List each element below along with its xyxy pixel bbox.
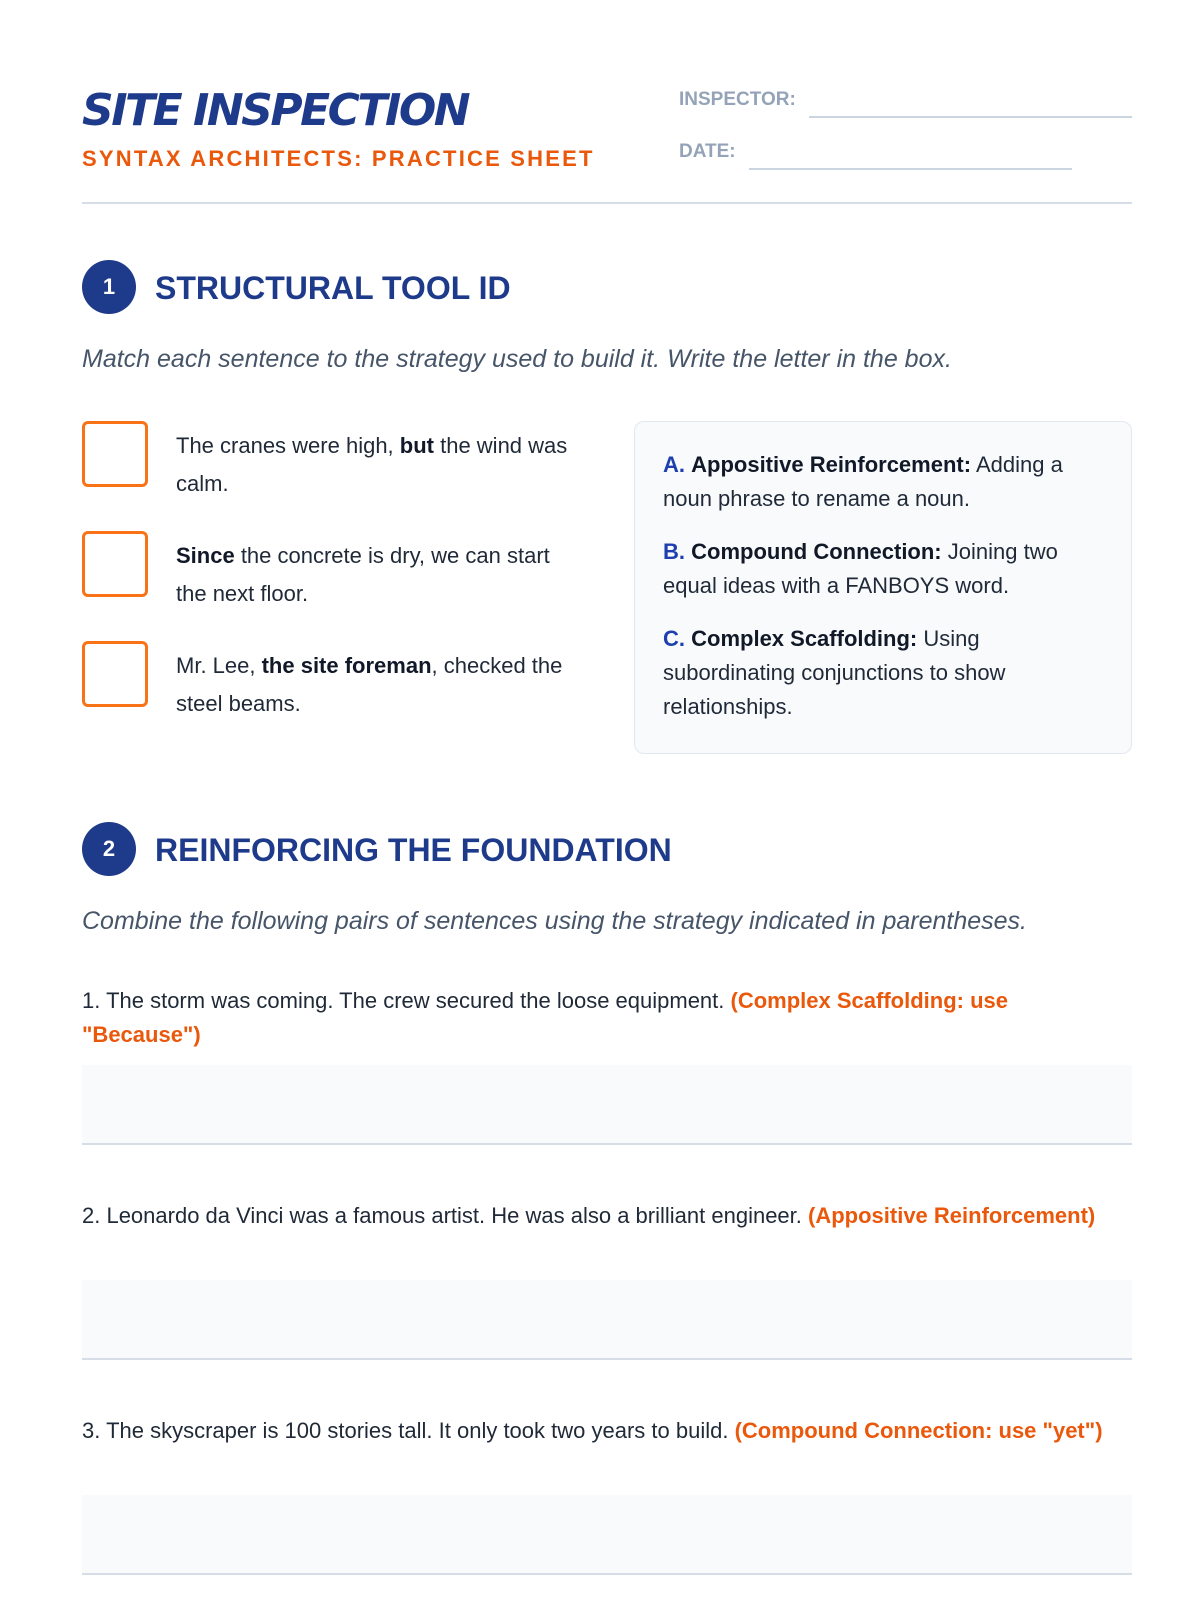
exercise-prompt: 3. The skyscraper is 100 stories tall. It only took two years to build. (Compound Connection: use "yet") <box>82 1418 1103 1443</box>
exercise-prompt: 1. The storm was coming. The crew secured the loose equipment. (Complex Scaffolding: use "Because") <box>82 988 1008 1047</box>
strategy-hint: (Complex Scaffolding: use "Because") <box>82 988 1008 1047</box>
section-2-instructions: Combine the following pairs of sentences using the strategy indicated in parentheses. <box>82 907 1028 935</box>
answer-field[interactable] <box>82 1280 1132 1360</box>
match-item <box>82 531 582 611</box>
answer-box[interactable] <box>82 531 148 597</box>
strategy-key <box>634 421 1132 754</box>
key-item <box>663 622 1107 724</box>
key-term: Complex Scaffolding: <box>691 626 918 651</box>
inspector-field[interactable] <box>809 116 1132 118</box>
key-description: Joining two equal ideas with a FANBOYS word. <box>663 539 1058 598</box>
key-item <box>663 535 1107 603</box>
inspector-label: INSPECTOR: <box>679 89 796 110</box>
exercise-prompt: 2. Leonardo da Vinci was a famous artist. He was also a brilliant engineer. (Appositive Reinforcement) <box>82 1203 1096 1228</box>
key-item <box>663 448 1107 516</box>
page-subtitle: SYNTAX ARCHITECTS: PRACTICE SHEET <box>82 146 595 171</box>
section-number-badge: 1 <box>82 260 136 314</box>
answer-field[interactable] <box>82 1495 1132 1575</box>
key-letter: C. <box>663 626 685 651</box>
key-description: Using subordinating conjunctions to show relationships. <box>663 626 1006 719</box>
match-sentence: The cranes were high, but the wind was calm. <box>176 433 568 496</box>
match-sentence: Mr. Lee, the site foreman, checked the steel beams. <box>176 653 563 716</box>
answer-box[interactable] <box>82 641 148 707</box>
page-title: SITE INSPECTION <box>82 85 469 136</box>
answer-field[interactable] <box>82 1065 1132 1145</box>
strategy-hint: (Appositive Reinforcement) <box>808 1203 1096 1228</box>
answer-box[interactable] <box>82 421 148 487</box>
section-title: STRUCTURAL TOOL ID <box>155 270 511 306</box>
key-description: Adding a noun phrase to rename a noun. <box>663 452 1063 511</box>
key-letter: B. <box>663 539 685 564</box>
date-field[interactable] <box>749 168 1072 170</box>
key-term: Compound Connection: <box>691 539 942 564</box>
worksheet-header <box>82 82 1132 204</box>
section-1-instructions: Match each sentence to the strategy used to build it. Write the letter in the box. <box>82 345 952 373</box>
date-label: DATE: <box>679 141 736 162</box>
key-term: Appositive Reinforcement: <box>691 452 972 477</box>
section-number-badge: 2 <box>82 822 136 876</box>
match-sentence: Since the concrete is dry, we can start the next floor. <box>176 543 550 606</box>
section-title: REINFORCING THE FOUNDATION <box>155 832 672 868</box>
match-item <box>82 641 582 721</box>
strategy-hint: (Compound Connection: use "yet") <box>734 1418 1103 1443</box>
key-letter: A. <box>663 452 685 477</box>
match-item <box>82 421 582 501</box>
